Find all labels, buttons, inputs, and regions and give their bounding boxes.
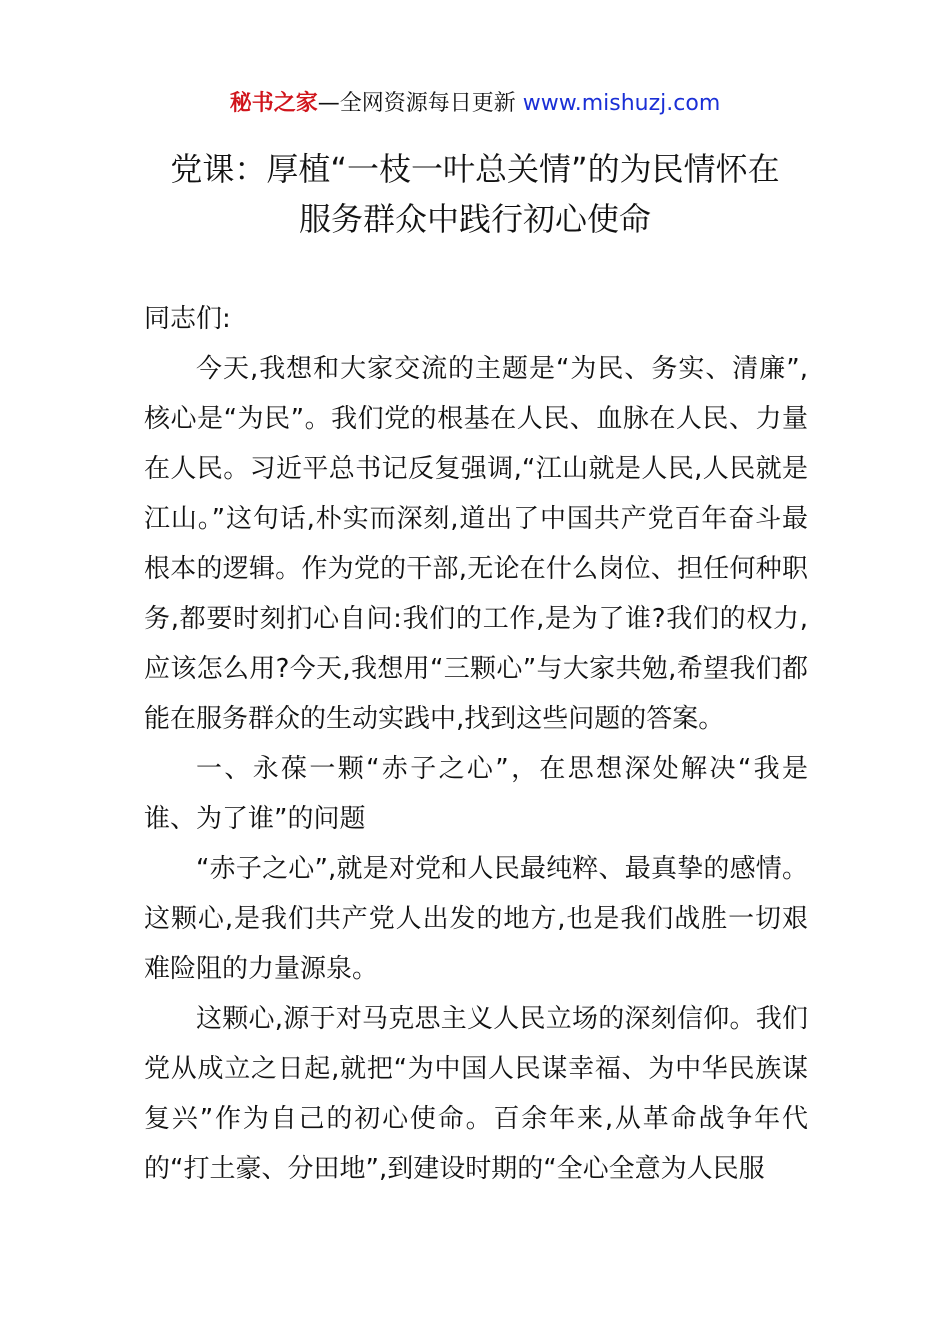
paragraph-chizi-origin: 这颗心,源于对马克思主义人民立场的深刻信仰。我们党从成立之日起,就把“为中国人民谋幸福、为中华民族谋复兴”作为自己的初心使命。百余年来,从革命战争年代的“打土豪、分田地”,到建设时期的“全心全意为人民服 xyxy=(144,1004,808,1184)
header-tagline: —全网资源每日更新 xyxy=(317,91,523,116)
salutation: 同志们: xyxy=(144,304,231,334)
paragraph-intro: 今天,我想和大家交流的主题是“为民、务实、清廉”,核心是“为民”。我们党的根基在人民、血脉在人民、力量在人民。习近平总书记反复强调,“江山就是人民,人民就是江山。”这句话,朴实而深刻,道出了中国共产党百年奋斗最根本的逻辑。作为党的干部,无论在什么岗位、担任何种职务,都要时刻扪心自问:我们的工作,是为了谁?我们的权力,应该怎么用?今天,我想用“三颗心”与大家共勉,希望我们都能在服务群众的生动实践中,找到这些问题的答案。 xyxy=(144,354,808,734)
section-heading-1: 一、永葆一颗“赤子之心”，在思想深处解决“我是谁、为了谁”的问题 xyxy=(144,754,808,834)
site-url-link[interactable]: www.mishuzj.com xyxy=(522,91,721,116)
title-line-2: 服务群众中践行初心使命 xyxy=(298,200,651,238)
paragraph-chizi-definition: “赤子之心”,就是对党和人民最纯粹、最真挚的感情。这颗心,是我们共产党人出发的地方,也是我们战胜一切艰难险阻的力量源泉。 xyxy=(144,854,808,984)
title-line-1: 党课：厚植“一枝一叶总关情”的为民情怀在 xyxy=(170,150,780,188)
document-title xyxy=(120,144,830,244)
brand-name: 秘书之家 xyxy=(229,91,318,116)
site-header xyxy=(0,86,950,122)
document-body xyxy=(144,294,808,1194)
